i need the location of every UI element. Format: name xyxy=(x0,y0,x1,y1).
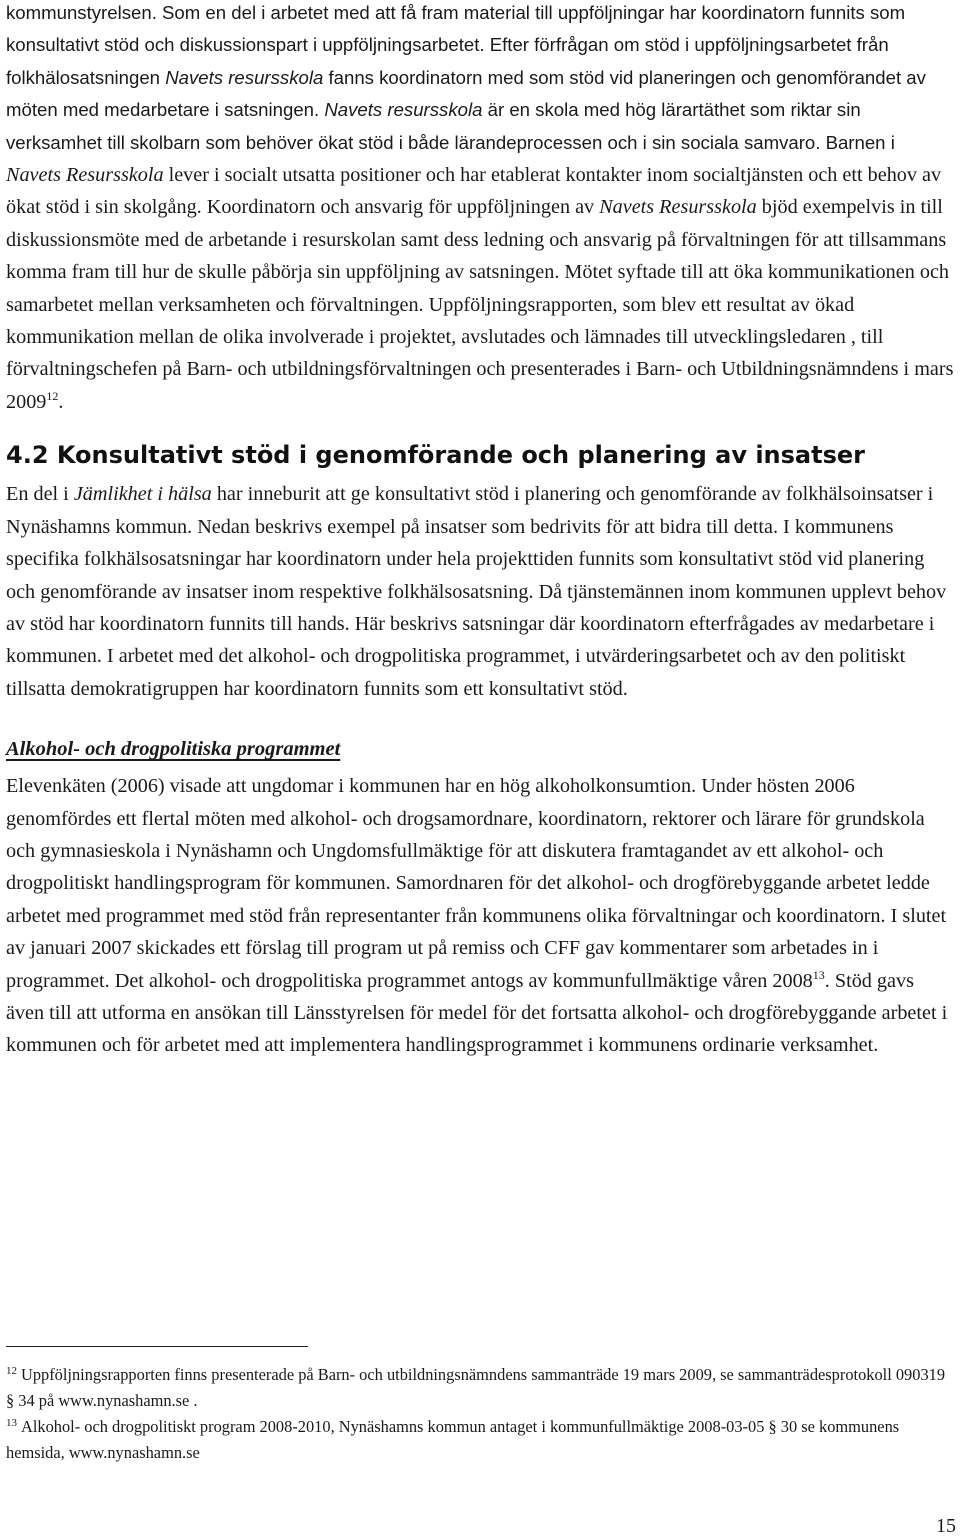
italic-school-name: Navets resursskola xyxy=(165,66,324,88)
italic-school-name: Navets Resursskola xyxy=(6,164,164,187)
paragraph-alkohol-drogpolitiska xyxy=(6,770,954,1062)
italic-school-name: Navets Resursskola xyxy=(599,196,757,219)
footnote-text: Alkohol- och drogpolitiskt program 2008-2010, Nynäshamns kommun antaget i kommunfullmäktige 2008-03-05 § 30 se kommunens hemsida, www.nynashamn.se xyxy=(6,1417,900,1462)
text-run: . xyxy=(58,390,64,413)
text-run: fanns koordinatorn med som stöd vid planeringen och genomförandet av möten med medarbetare i satsningen. xyxy=(6,66,926,121)
text-run: lever i socialt utsatta positioner och har etablerat kontakter inom socialtjänsten och ett behov av ökat stöd i sin skolgång. Koordinatorn och ansvarig för uppföljningen av xyxy=(6,164,942,219)
text-run: kommunstyrelsen. Som en del i arbetet med att få fram material till uppföljningar har koordinatorn funnits som konsultativt stöd och diskussionspart i uppföljningsarbetet. Efter förfrågan om stöd i uppföljningsarbetet från folkhälosatsningen xyxy=(6,2,906,88)
footnotes xyxy=(6,1362,954,1466)
italic-school-name: Navets resursskola xyxy=(324,99,483,121)
text-run: har inneburit att ge konsultativt stöd i planering och genomförande av folkhälsoinsatser i Nynäshamns kommun. Nedan beskrivs exempel på insatser som bedrivits för att bidra till detta. I kommunens specifika folkhälsosatsningar har koordinatorn under hela projekttiden funnits som konsultativt stöd vid planering och genomförande av insatser inom respektive folkhälsosatsning. Då tjänstemännen inom kommunen upplevt behov av stöd har koordinatorn funnits till hands. Här beskrivs satsningar där koordinatorn efterfrågades av medarbetare i kommunen. I arbetet med det alkohol- och drogpolitiska programmet, i utvärderingsarbetet och av den politiskt tillsatta demokratigruppen har koordinatorn funnits som ett konsultativt stöd. xyxy=(6,483,947,700)
text-run: En del i xyxy=(6,483,74,506)
footnote-divider xyxy=(6,1346,308,1347)
italic-project-name: Jämlikhet i hälsa xyxy=(73,483,212,506)
footnote-reference-13[interactable]: 13 xyxy=(812,967,825,982)
text-run: bjöd exempelvis in till diskussionsmöte med de arbetande i resurskolan samt dess ledning och ansvarig på förvaltningen för att tillsammans komma fram till hur de skulle påbörja sin uppföljning av satsningen. Mötet syftade till att öka kommunikationen och samarbetet mellan verksamheten och förvaltningen. Uppföljningsrapporten, som blev ett resultat av ökad kommunikation mellan de olika involverade i projektet, avslutades och lämnades till utvecklingsledaren , till förvaltningschefen på Barn- och utbildningsförvaltningen och presenterades i Barn- och Utbildningsnämndens i mars 2009 xyxy=(6,196,954,413)
subsection-heading: Alkohol- och drogpolitiska programmet xyxy=(6,738,341,761)
footnote-13 xyxy=(6,1414,954,1466)
document-page xyxy=(6,0,954,1062)
footnote-number: 12 xyxy=(6,1365,17,1377)
text-run: Elevenkäten (2006) visade att ungdomar i kommunen har en hög alkoholkonsumtion. Under hösten 2006 genomfördes ett flertal möten med alkohol- och drogsamordnare, koordinatorn, rektorer och lärare för grundskola och gymnasieskola i Nynäshamn och Ungdomsfullmäktige för att diskutera framtagandet av ett alkohol- och drogpolitiskt handlingsprogram för kommunen. Samordnaren för det alkohol- och drogförebyggande arbetet ledde arbetet med programmet med stöd från representanter från kommunens olika förvaltningar och koordinatorn. I slutet av januari 2007 skickades ett förslag till program ut på remiss och CFF gav kommentarer som arbetades in i programmet. Det alkohol- och drogpolitiska programmet antogs av kommunfullmäktige våren 2008 xyxy=(6,775,947,992)
section-heading: 4.2 Konsultativt stöd i genomförande och planering av insatser xyxy=(6,441,865,470)
footnote-12 xyxy=(6,1362,954,1414)
page-number: 15 xyxy=(936,1515,956,1537)
footnote-text: Uppföljningsrapporten finns presenterade på Barn- och utbildningsnämndens sammanträde 19 mars 2009, se sammanträdesprotokoll 090319 § 34 på www.nynashamn.se . xyxy=(6,1365,946,1410)
text-run: är en skola med hög lärartäthet som riktar sin verksamhet till skolbarn som behöver ökat stöd i både lärandeprocessen och i sin sociala samvaro. Barnen i xyxy=(6,99,895,153)
paragraph-navets-resursskola xyxy=(6,0,954,418)
footnote-reference-12[interactable]: 12 xyxy=(46,388,59,403)
footnote-number: 13 xyxy=(6,1417,17,1429)
paragraph-konsultativt-stod xyxy=(6,478,954,705)
text-run: . Stöd gavs även till att utforma en ansökan till Länsstyrelsen för medel för det fortsatta alkohol- och drogförebyggande arbetet i kommunen och för arbetet med att implementera handlingsprogrammet i kommunens ordinarie verksamhet. xyxy=(6,969,948,1057)
